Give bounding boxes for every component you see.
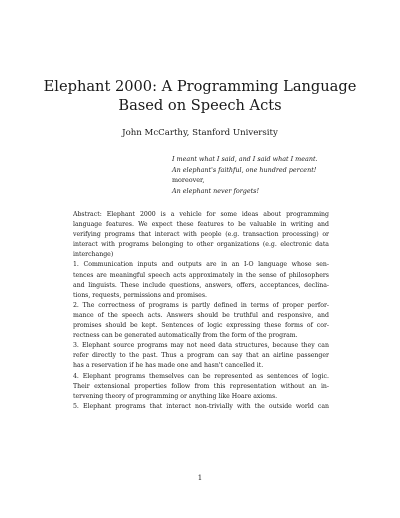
body-line: 5. Elephant programs that interact non-trivially with the outside world can xyxy=(73,402,329,410)
body-line: language features. We expect these features to be valuable in writing and xyxy=(73,221,329,229)
epigraph-line-2: An elephant's faithful, one hundred percent! xyxy=(172,165,317,174)
body-line: mance of the speech acts. Answers should be truthful and responsive, and xyxy=(73,311,329,319)
body-line: 1. Communication inputs and outputs are in an I-O language whose sen- xyxy=(73,261,329,269)
body-line: interact with programs belonging to other organizations (e.g. electronic data xyxy=(73,241,329,249)
body-line: Abstract: Elephant 2000 is a vehicle for some ideas about programming xyxy=(73,211,329,218)
body-line: verifying programs that interact with people (e.g. transaction processing) or xyxy=(73,231,329,239)
paper-title-line-1: Elephant 2000: A Programming Language xyxy=(43,78,357,95)
body-line: 4. Elephant programs themselves can be represented as sentences of logic. xyxy=(73,372,329,380)
body-line: Their extensional properties follow from this representation without an in- xyxy=(73,382,329,390)
body-line: promises should be kept. Sentences of logic expressing these forms of cor- xyxy=(73,322,329,330)
body-line: 3. Elephant source programs may not need data structures, because they can xyxy=(73,342,329,350)
page-number: 1 xyxy=(197,474,203,482)
body-line: tions, requests, permissions and promises. xyxy=(73,291,207,299)
abstract-body xyxy=(73,210,329,412)
body-line: and linguists. These include questions, answers, offers, acceptances, declina- xyxy=(73,281,329,289)
body-line: 2. The correctness of programs is partly defined in terms of proper perfor- xyxy=(73,301,329,309)
body-line: interchange) xyxy=(73,251,114,259)
epigraph-connector: moreover, xyxy=(172,176,205,184)
author-line: John McCarthy, Stanford University xyxy=(122,128,278,138)
body-line: has a reservation if he has made one and hasn't cancelled it. xyxy=(73,362,264,370)
body-line: tences are meaningful speech acts approximately in the sense of philosophers xyxy=(73,271,329,279)
body-line: tervening theory of programming or anything like Hoare axioms. xyxy=(73,392,278,400)
body-line: rectness can be generated automatically from the form of the program. xyxy=(73,332,298,340)
epigraph-line-4: An elephant never forgets! xyxy=(172,186,260,195)
epigraph-line-1: I meant what I said, and I said what I meant. xyxy=(172,155,318,163)
body-line: refer directly to the past. Thus a program can say that an airline passenger xyxy=(73,352,329,360)
paper-title-line-2: Based on Speech Acts xyxy=(118,97,282,114)
